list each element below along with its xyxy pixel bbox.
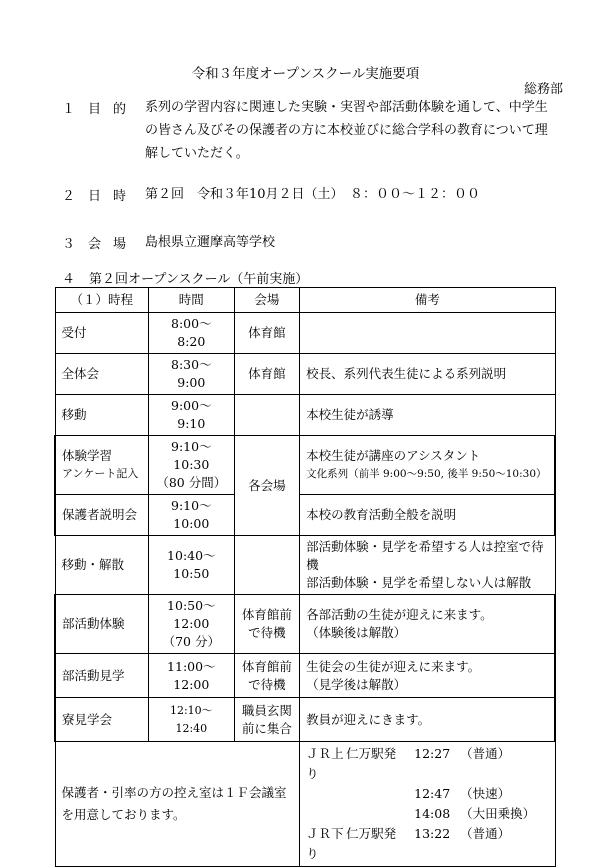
row-venue [234, 698, 300, 742]
table-row [55, 654, 555, 698]
section-1-label: 目的 [88, 102, 139, 117]
row-name: 移動・解散 [55, 536, 149, 595]
row-note-line2: （見学後は解散） [306, 676, 407, 692]
row-venue [234, 595, 300, 654]
train-line: ＪＲ上り [306, 746, 344, 781]
header-notes: 備考 [300, 288, 555, 313]
row-time: 9:10～10:00 [149, 495, 235, 536]
row-venue-line2: で待機 [248, 676, 286, 692]
row-note [300, 436, 555, 495]
row-time: 12:10～12:40 [149, 698, 235, 742]
row-name: 移動 [55, 395, 149, 436]
waiting-room-note: 保護者・引率の方の控え室は１Ｆ会議室を用意しております。 [55, 742, 300, 867]
row-time-line2: （80 分間） [156, 475, 227, 490]
train-info [300, 742, 555, 867]
header-schedule: （１）時程 [55, 288, 149, 313]
train-time: 14:08 [414, 806, 451, 821]
row-name: 部活動見学 [55, 654, 149, 698]
train-type: （普通） [460, 826, 511, 841]
section-4-heading [62, 268, 308, 287]
row-note: 教員が迎えにきます。 [300, 698, 555, 742]
section-1-number: １ [62, 102, 76, 117]
row-time-line2: （70 分） [162, 634, 220, 649]
section-4-title: 第２回オープンスクール（午前実施） [89, 272, 309, 287]
row-note [300, 536, 555, 595]
row-name: 寮見学会 [55, 698, 149, 742]
row-name: 全体会 [55, 354, 149, 395]
train-time: 12:47 [414, 786, 451, 801]
train-time: 12:27 [414, 746, 451, 761]
train-time: 13:22 [414, 826, 451, 841]
section-1-body: 系列の学習内容に関連した実験・実習や部活動体験を通して、中学生の皆さん及びその保護者の方に本校並びに総合学科の教育について理解していただく。 [145, 100, 548, 161]
section-4-number: ４ [62, 272, 76, 287]
table-row [55, 436, 555, 495]
row-time: 8:30～ 9:00 [149, 354, 235, 395]
row-time: 10:40～10:50 [149, 536, 235, 595]
row-name: 受付 [55, 313, 149, 354]
schedule-table [54, 287, 556, 867]
row-venue-line1: 体育館前 [241, 607, 292, 622]
row-venue-line2: 前に集合 [241, 720, 292, 736]
table-header-row [55, 288, 555, 313]
section-3-number: ３ [62, 237, 76, 252]
row-note: 校長、系列代表生徒による系列説明 [300, 354, 555, 395]
train-station [346, 784, 414, 804]
train-station: 仁万駅発 [346, 826, 397, 841]
row-time: 11:00～12:00 [149, 654, 235, 698]
row-note-line2: 文化系列（前半 9:00～9:50, 後半 9:50～10:30） [306, 468, 547, 480]
table-row [55, 536, 555, 595]
train-station [346, 804, 414, 824]
row-venue [234, 395, 300, 436]
row-note-line1: 生徒会の生徒が迎えに来ます。 [306, 658, 481, 674]
section-3-label: 会場 [88, 237, 139, 252]
row-venue-line1: 体育館前 [241, 658, 292, 674]
row-note: 本校の教育活動全般を説明 [300, 495, 555, 536]
header-time: 時間 [149, 288, 235, 313]
row-time [149, 436, 235, 495]
section-3-body: 島根県立邇摩高等学校 [145, 235, 276, 250]
train-line [306, 804, 346, 824]
row-note [300, 654, 555, 698]
train-station: 仁万駅発 [346, 746, 397, 761]
table-row [55, 313, 555, 354]
table-footer-row [55, 742, 555, 867]
train-type: （大田乗換） [460, 806, 536, 821]
table-row [55, 354, 555, 395]
train-line: ＪＲ下り [306, 826, 344, 861]
row-note-line1: 各部活動の生徒が迎えに来ます。 [306, 607, 493, 622]
department-label: 総務部 [523, 82, 563, 97]
table-row [55, 395, 555, 436]
row-venue-line2: で待機 [248, 625, 286, 640]
row-name: 保護者説明会 [55, 495, 149, 536]
section-2-body: 第２回 令和３年10月２日（土） ８：００～１２：００ [145, 187, 481, 202]
row-note: 本校生徒が誘導 [300, 395, 555, 436]
row-name-line1: 体験学習 [62, 448, 113, 463]
row-venue: 体育館 [234, 313, 300, 354]
table-row [55, 595, 555, 654]
document-title: 令和３年度オープンスクール実施要項 [191, 66, 420, 82]
row-name: 部活動体験 [55, 595, 149, 654]
row-venue [234, 654, 300, 698]
row-time [149, 595, 235, 654]
row-venue: 体育館 [234, 354, 300, 395]
row-time-line1: 10:50～12:00 [167, 598, 216, 631]
row-venue [234, 536, 300, 595]
row-note [300, 313, 555, 354]
row-note-line2: （体験後は解散） [306, 625, 407, 640]
row-note [300, 595, 555, 654]
section-2-label: 日時 [88, 189, 139, 204]
row-note-line1: 部活動体験・見学を希望する人は控室で待機 [306, 539, 544, 572]
table-row [55, 698, 555, 742]
row-name [55, 436, 149, 495]
row-time: 8:00～ 8:20 [149, 313, 235, 354]
train-type: （快速） [460, 786, 511, 801]
train-type: （普通） [460, 746, 511, 761]
row-venue-line1: 職員玄関 [241, 702, 292, 718]
train-line [306, 784, 346, 804]
row-time-line1: 9:10～10:30 [171, 439, 212, 472]
section-2-number: ２ [62, 189, 76, 204]
row-note-line1: 本校生徒が講座のアシスタント [306, 448, 481, 463]
header-venue: 会場 [234, 288, 300, 313]
row-time: 9:00～ 9:10 [149, 395, 235, 436]
row-venue: 各会場 [234, 436, 300, 536]
row-name-line2: アンケート記入 [62, 467, 139, 480]
row-note-line2: 部活動体験・見学を希望しない人は解散 [306, 575, 532, 590]
table-row [55, 495, 555, 536]
